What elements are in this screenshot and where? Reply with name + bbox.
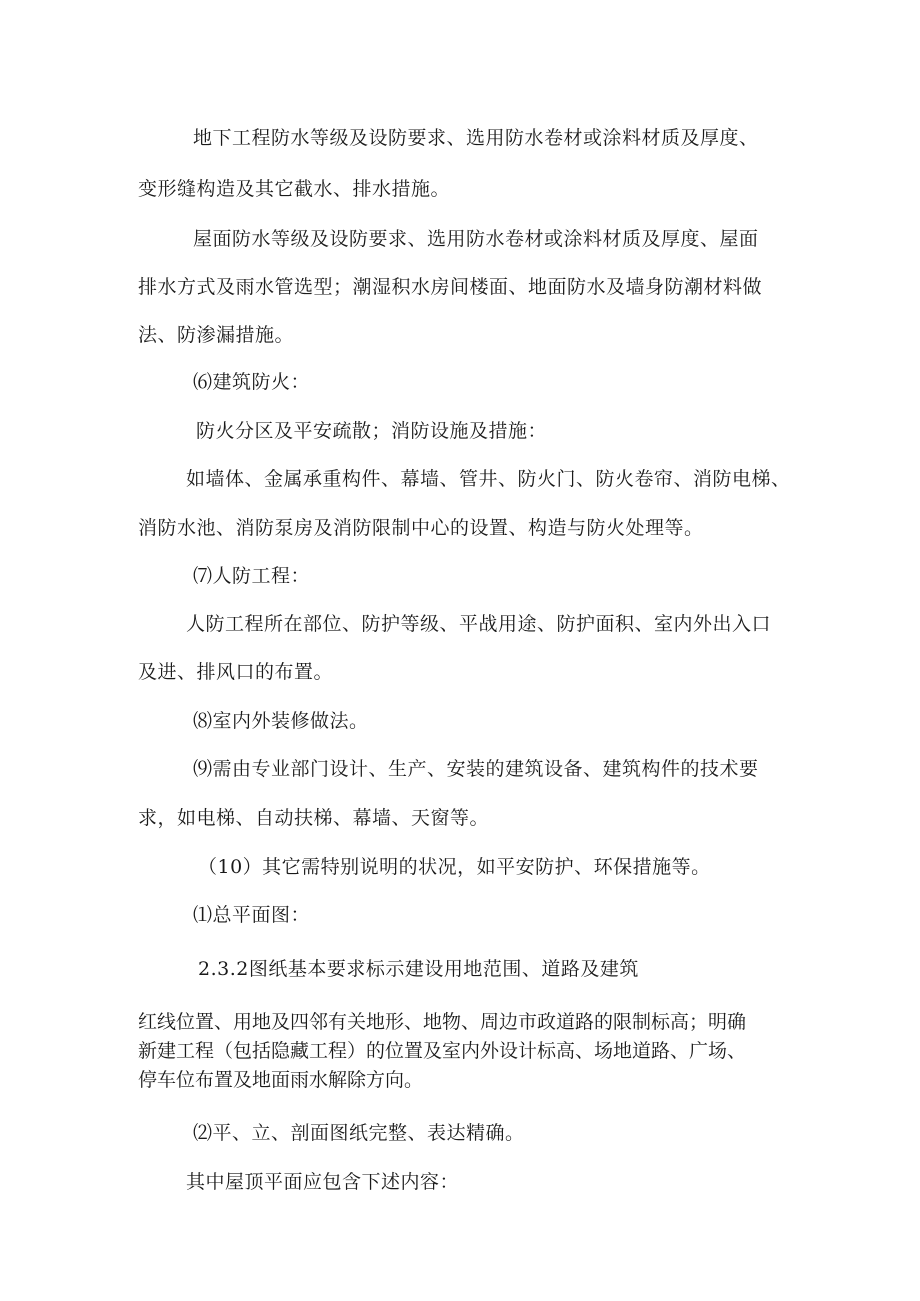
paragraph-specialist-line-2: 求，如电梯、自动扶梯、幕墙、天窗等。 [138, 807, 490, 829]
paragraph-fire-zones: 防火分区及平安疏散；消防设施及措施： [196, 420, 548, 442]
paragraph-red-line-line-3: 停车位布置及地面雨水解除方向。 [138, 1069, 424, 1091]
paragraph-civil-defense-line-1: 人防工程所在部位、防护等级、平战用途、防护面积、室内外出入口 [186, 613, 772, 635]
section-heading-drawings: ⑵平、立、剖面图纸完整、表达精确。 [193, 1122, 525, 1144]
section-heading-2-3-2: 2.3.2图纸基本要求标示建设用地范围、道路及建筑 [198, 958, 639, 980]
paragraph-2-line-2: 排水方式及雨水管选型；潮湿积水房间楼面、地面防水及墙身防潮材料做 [138, 276, 763, 298]
paragraph-2-line-1: 屋面防水等级及设防要求、选用防水卷材或涂料材质及厚度、屋面 [193, 228, 759, 250]
section-heading-fire: ⑹建筑防火： [193, 371, 311, 393]
section-heading-site-plan: ⑴总平面图： [193, 904, 311, 926]
section-heading-finishes: ⑻室内外装修做法。 [193, 710, 369, 732]
paragraph-other: （10）其它需特别说明的状况，如平安防护、环保措施等。 [198, 856, 711, 878]
paragraph-fire-items-line-2: 消防水池、消防泵房及消防限制中心的设置、构造与防火处理等。 [138, 517, 704, 539]
paragraph-2-line-3: 法、防渗漏措施。 [138, 324, 295, 346]
paragraph-red-line-line-2: 新建工程（包括隐藏工程）的位置及室内外设计标高、场地道路、广场、 [138, 1040, 747, 1062]
paragraph-red-line-line-1: 红线位置、用地及四邻有关地形、地物、周边市政道路的限制标高；明确 [138, 1011, 747, 1033]
paragraph-1-line-1: 地下工程防水等级及设防要求、选用防水卷材或涂料材质及厚度、 [193, 127, 759, 149]
paragraph-specialist-line-1: ⑼需由专业部门设计、生产、安装的建筑设备、建筑构件的技术要 [193, 758, 759, 780]
paragraph-roof-plan: 其中屋顶平面应包含下述内容： [186, 1171, 460, 1193]
section-heading-civil-defense: ⑺人防工程： [193, 565, 311, 587]
paragraph-civil-defense-line-2: 及进、排风口的布置。 [138, 661, 334, 683]
paragraph-fire-items-line-1: 如墙体、金属承重构件、幕墙、管井、防火门、防火卷帘、消防电梯、 [186, 468, 791, 490]
paragraph-1-line-2: 变形缝构造及其它截水、排水措施。 [138, 178, 451, 200]
